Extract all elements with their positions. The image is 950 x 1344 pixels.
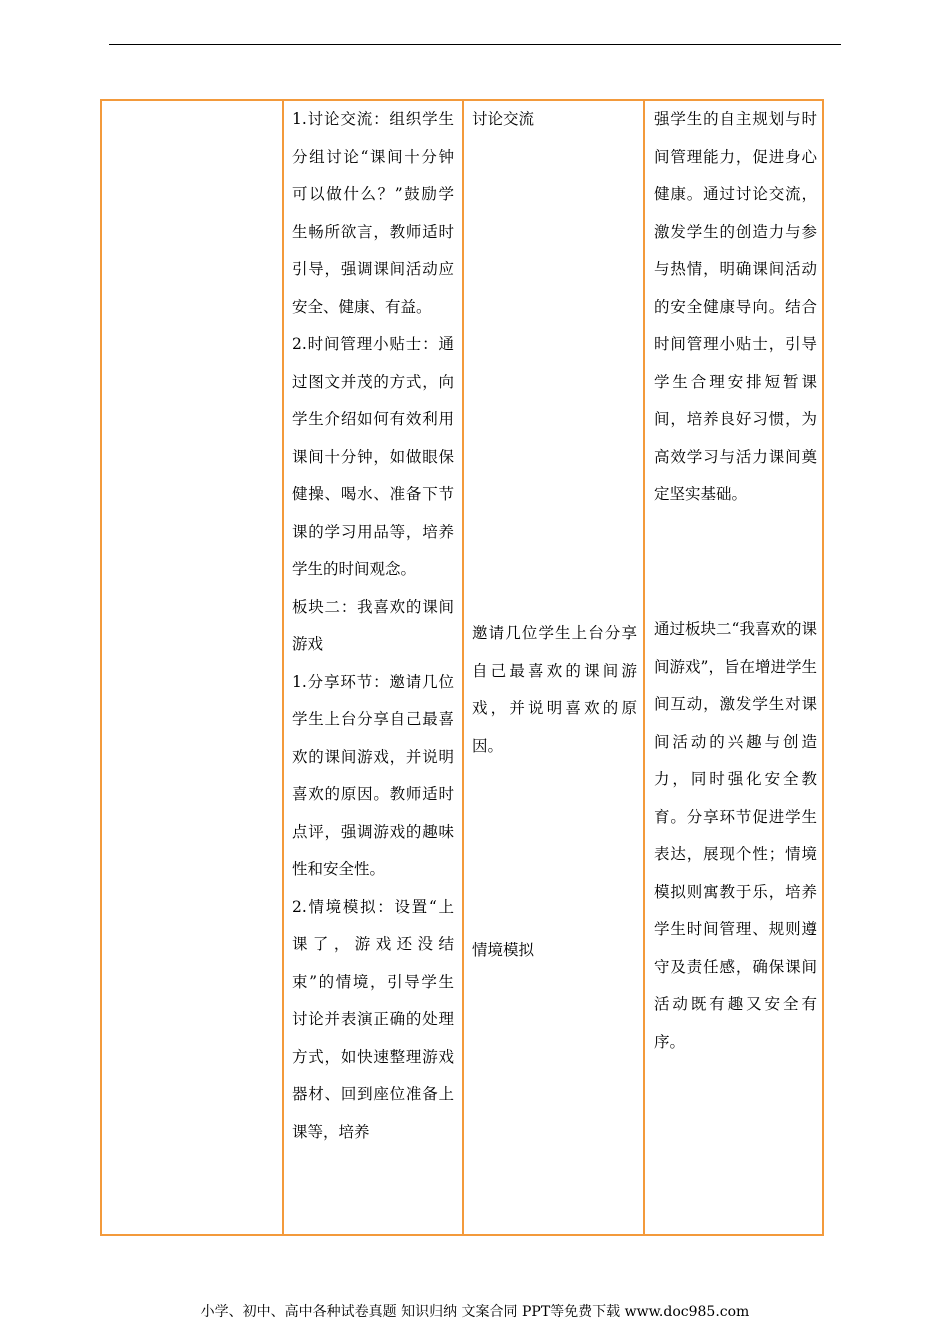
- student-activity-simulation: 情境模拟: [472, 941, 535, 959]
- column-divider-2: [462, 101, 464, 1234]
- column-divider-3: [643, 101, 645, 1234]
- process-module-two-title: 板块二：我喜欢的课间游戏: [292, 597, 454, 653]
- footer-text: 小学、初中、高中各种试卷真题 知识归纳 文案合同 PPT等免费下载 www.doc985.com: [200, 1304, 750, 1320]
- design-intent-module-one: 强学生的自主规划与时间管理能力，促进身心健康。通过讨论交流，激发学生的创造力与参与热情，明确课间活动的安全健康导向。结合时间管理小贴士，引导学生合理安排短暂课间，培养良好习惯，为高效学习与活力课间奠定坚实基础。: [654, 110, 817, 503]
- process-time-tips: 2.时间管理小贴士：通过图文并茂的方式，向学生介绍如何有效利用课间十分钟，如做眼保健操、喝水、准备下节课的学习用品等，培养学生的时间观念。: [292, 335, 454, 578]
- teaching-process-cell: [292, 101, 454, 1151]
- student-activity-sharing: 邀请几位学生上台分享自己最喜欢的课间游戏，并说明喜欢的原因。: [472, 624, 637, 755]
- column-divider-1: [282, 101, 284, 1234]
- process-sharing: 1.分享环节：邀请几位学生上台分享自己最喜欢的课间游戏，并说明喜欢的原因。教师适时点评，强调游戏的趣味性和安全性。: [292, 672, 454, 878]
- design-intent-module-two: 通过板块二“我喜欢的课间游戏”，旨在增进学生间互动，激发学生对课间活动的兴趣与创造力，同时强化安全教育。分享环节促进学生表达，展现个性；情境模拟则寓教于乐，培养学生时间管理、规则遵守及责任感，确保课间活动既有趣又安全有序。: [654, 620, 817, 1051]
- lesson-plan-table: [100, 99, 824, 1236]
- process-simulation: 2.情境模拟：设置“上课了，游戏还没结束”的情境，引导学生讨论并表演正确的处理方式，如快速整理游戏器材、回到座位准备上课等，培养: [292, 897, 454, 1141]
- process-discussion: 1.讨论交流：组织学生分组讨论“课间十分钟可以做什么？”鼓励学生畅所欲言，教师适时引导，强调课间活动应安全、健康、有益。: [292, 110, 454, 316]
- student-activity-discussion: 讨论交流: [472, 110, 535, 128]
- header-rule: [109, 44, 841, 45]
